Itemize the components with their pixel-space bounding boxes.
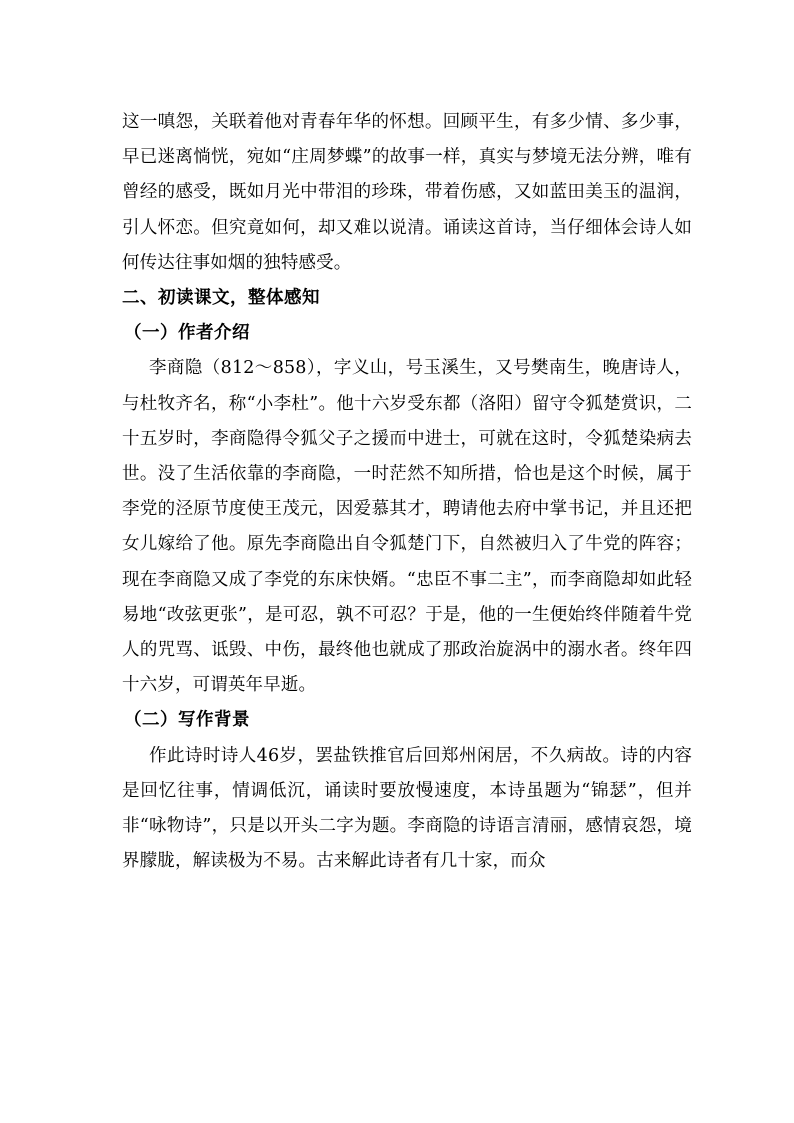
author-paragraph: 李商隐（812～858），字义山，号玉溪生，又号樊南生，晚唐诗人，与杜牧齐名，称“小李杜”。他十六岁受东都（洛阳）留守令狐楚赏识，二十五岁时，李商隐得令狐父子之援而中进士，可就在这时，令狐楚染病去世。没了生活依靠的李商隐，一时茫然不知所措，恰也是这个时候，属于李党的泾原节度使王茂元，因爱慕其才，聘请他去府中掌书记，并且还把女儿嫁给了他。原先李商隐出自令狐楚门下，自然被归入了牛党的阵容；现在李商隐又成了李党的东床快婿。“忠臣不事二主”，而李商隐却如此轻易地“改弦更张”，是可忍，孰不可忍？于是，他的一生便始终伴随着牛党人的咒骂、诋毁、中伤，最终他也就成了那政治旋涡中的溺水者。终年四十六岁，可谓英年早逝。 [122,358,692,696]
background-heading: （二）写作背景 [124,710,250,731]
background-paragraph: 作此诗时诗人46岁，罢盐铁推官后回郑州闲居，不久病故。诗的内容是回忆往事，情调低沉，诵读时要放慢速度，本诗虽题为“锦瑟”，但并非“咏物诗”，只是以开头二字为题。李商隐的诗语言清丽，感情哀怨，境界朦胧，解读极为不易。古来解此诗者有几十家，而众 [122,745,692,872]
document-body [122,105,692,879]
section-heading: 二、初读课文，整体感知 [122,288,320,309]
intro-paragraph: 这一嗔怨，关联着他对青春年华的怀想。回顾平生，有多少情、多少事，早已迷离惝恍，宛如“庄周梦蝶”的故事一样，真实与梦境无法分辨，唯有曾经的感受，既如月光中带泪的珍珠，带着伤感，又如蓝田美玉的温润，引人怀恋。但究竟如何，却又难以说清。诵读这首诗，当仔细体会诗人如何传达往事如烟的独特感受。 [122,112,692,273]
author-heading: （一）作者介绍 [124,323,250,344]
